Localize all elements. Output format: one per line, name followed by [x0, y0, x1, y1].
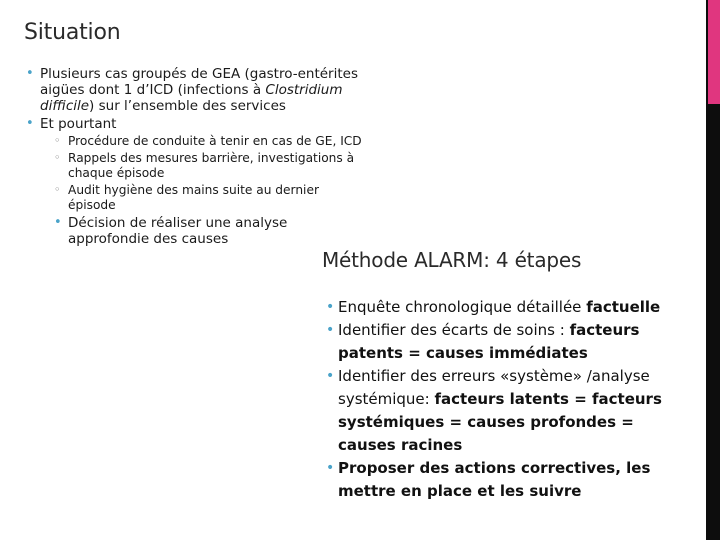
list-item — [326, 319, 688, 365]
slide-methode-alarm — [308, 240, 698, 540]
sub-list-item-text: Audit hygiène des mains suite au dernier épisode — [68, 183, 319, 212]
list-item-text: Et pourtant — [40, 116, 117, 132]
list-item-italic: Clostridium difficile — [40, 82, 343, 114]
list-item — [24, 66, 364, 114]
list-item — [24, 116, 364, 247]
sub-list-item-text: Procédure de conduite à tenir en cas de GE, ICD — [68, 134, 362, 148]
list-item-bold: facteurs patents = causes immédiates — [338, 321, 640, 362]
slide-title: Méthode ALARM: 4 étapes — [322, 248, 582, 272]
circle-bullet-icon: ◦ — [54, 134, 61, 147]
circle-bullet-icon: ◦ — [54, 183, 61, 196]
sub-list-item — [54, 183, 364, 213]
bullet-list — [326, 296, 688, 503]
list-item-text: Identifier des erreurs «système» /analyse systémique: — [338, 367, 650, 408]
sub-list-item — [54, 151, 364, 181]
list-item-bold: Proposer des actions correctives, les mettre en place et les suivre — [338, 459, 651, 500]
sub-list — [54, 134, 364, 247]
list-item-text-end: ) sur l’ensemble des services — [89, 98, 286, 114]
list-item — [326, 296, 688, 319]
slide-title: Situation — [24, 20, 121, 45]
list-item-text: Identifier des écarts de soins : — [338, 321, 570, 339]
sub-list-item — [54, 134, 364, 149]
sub-list-item-text: Décision de réaliser une analyse approfondie des causes — [68, 215, 288, 247]
bullet-icon: • — [326, 368, 335, 384]
slide-situation — [0, 0, 420, 270]
bullet-icon: • — [326, 299, 335, 315]
list-item-text: Enquête chronologique détaillée — [338, 298, 587, 316]
bullet-icon: • — [26, 66, 34, 81]
bullet-icon: • — [54, 215, 62, 230]
bullet-list — [24, 66, 364, 249]
bullet-icon: • — [26, 116, 34, 131]
list-item — [326, 457, 688, 503]
bullet-icon: • — [326, 322, 335, 338]
list-item — [326, 365, 688, 457]
circle-bullet-icon: ◦ — [54, 151, 61, 164]
list-item-text: Plusieurs cas groupés de GEA (gastro-entérites aigües dont 1 d’ICD (infections à — [40, 66, 358, 98]
right-edge-accent — [708, 0, 720, 104]
bullet-icon: • — [326, 460, 335, 476]
list-item-bold: factuelle — [586, 298, 661, 316]
sub-list-item-text: Rappels des mesures barrière, investigations à chaque épisode — [68, 151, 355, 180]
list-item-bold: facteurs latents = facteurs systémiques = causes profondes = causes racines — [338, 390, 662, 454]
